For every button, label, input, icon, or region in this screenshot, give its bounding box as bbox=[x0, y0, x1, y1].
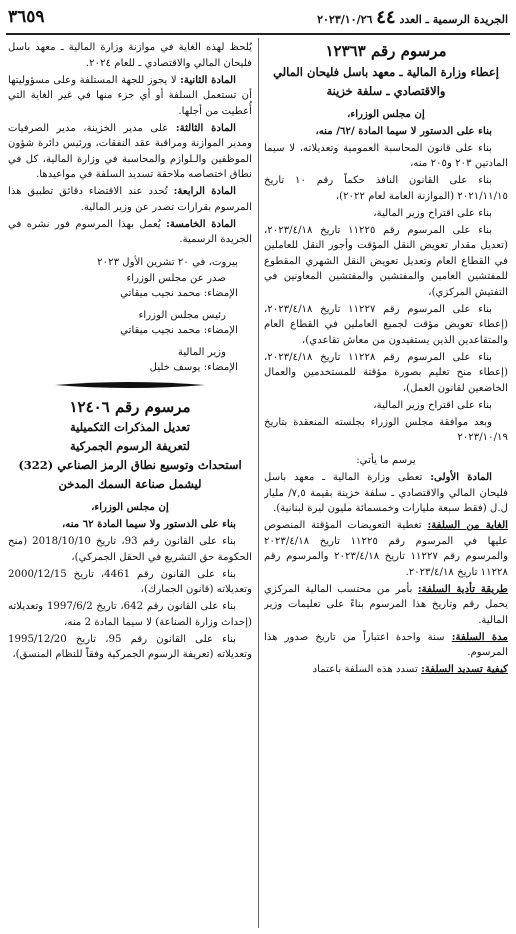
decree2-title-line1: تعديل المذكرات التكميلية bbox=[69, 420, 190, 435]
recital: بناء على القانون رقم 642، تاريخ 1997/6/2 وتعديلاته (إحداث وزارة الصناعة) لا سيما المادة 2 منه، bbox=[8, 601, 252, 628]
continuation-text: يُلحظ لهذه الغاية في موازنة وزارة المالية ـ معهد باسل فليحان المالي والاقتصادي ـ للعام ٢٠٢٤. bbox=[8, 42, 252, 69]
recital: وبعد موافقة مجلس الوزراء بجلسته المنعقدة بتاريخ ٢٠٢٣/١٠/١٩ bbox=[264, 416, 508, 444]
signature-2: الإمضاء: محمد نجيب ميقاتي bbox=[120, 325, 238, 336]
place-date: بيروت، في ٢٠ تشرين الأول ٢٠٢٣ bbox=[97, 257, 238, 268]
left-column bbox=[8, 40, 252, 930]
signature-3: الإمضاء: يوسف خليل bbox=[149, 362, 238, 373]
section-separator-ornament bbox=[8, 380, 252, 390]
decree2-title-line3: استحداث وتوسيع نطاق الرمز الصناعي (322) bbox=[18, 458, 242, 473]
page-header bbox=[8, 4, 508, 32]
article-4: المادة الرابعة: تُحدد عند الاقتضاء دقائق تطبيق هذا المرسوم بقرارات تصدر عن وزير المالية. bbox=[8, 185, 252, 213]
recital: بناء على القانون رقم 4461، تاريخ 2000/12/15 وتعديلاته (قانون الجمارك)، bbox=[8, 568, 252, 596]
payment-clause: طريقة تأدية السلفة: بأمر من محتسب المالية المركزي يحمل رقم وتاريخ هذا المرسوم بناءً على تعليمات وزير المالية. bbox=[264, 582, 508, 626]
recital: بناء على المرسوم رقم ١١٢٢٧ تاريخ ٢٠٢٣/٤/١٨، (إعطاء تعويض مؤقت لجميع العاملين في القطاع العام والمتقاعدين الذين يستفيدون من معاش تقاعدي)، bbox=[264, 303, 508, 346]
decree2-basis: بناء على الدستور ولا سيما المادة ٦٢ منه، bbox=[61, 518, 236, 531]
decree2-issuer: إن مجلس الوزراء، bbox=[91, 501, 169, 514]
signature-1: الإمضاء: محمد نجيب ميقاتي bbox=[120, 288, 238, 299]
recital: بناء على اقتراح وزير المالية، bbox=[373, 207, 492, 219]
article-1: المادة الأولى: تعطى وزارة المالية ـ معهد باسل فليحان المالي والاقتصادي ـ سلفة خزينة بقيمة ٧,٥/ مليار ل.ل (فقط سبعة مليارات وخمسمائة مليون ليرة لبنانية). bbox=[264, 471, 508, 515]
decree-title-line2: والاقتصادي ـ سلفة خزينة bbox=[326, 83, 446, 98]
decrees-line: يرسم ما يأتي: bbox=[356, 455, 416, 467]
issuer-line: إن مجلس الوزراء، bbox=[347, 107, 425, 120]
recital: بناء على المرسوم رقم ١١٢٢٨ تاريخ ٢٠٢٣/٤/١٨، (إعطاء منح تعليم بصورة مؤقتة للمستخدمين والعمال الخاضعين لقانون العمل)، bbox=[264, 351, 508, 394]
pm-title: رئيس مجلس الوزراء bbox=[138, 309, 226, 321]
goal-clause: الغاية من السلفة: تغطية التعويضات المؤقتة المنصوص عليها في المرسوم رقم ١١٢٢٥ تاريخ ٢٠٢٣/٤/١٨ والمرسوم رقم ١١٢٢٧ تاريخ ٢٠٢٣/٤/١٨ والمرسوم رقم ١١٢٢٨ تاريخ ٢٠٢٣/٤/١٨. bbox=[264, 519, 508, 578]
recital: بناء على المرسوم رقم ١١٢٢٥ تاريخ ٢٠٢٣/٤/١٨، (تعديل مقدار تعويض النقل المؤقت وأجور النقل للعاملين في القطاع العام وتعديل تعويض النقل الشهري المقطوع للمفتشين العامين والمفتشين والمفتشين المعاونين في التفتيش المركزي)، bbox=[264, 224, 508, 298]
article-2: المادة الثانية: لا يجوز للجهة المستلفة وعلى مسؤوليتها أن تستعمل السلفة أو أي جزء منها في غير الغاية التي أُعطيت من أجلها. bbox=[8, 73, 252, 117]
right-column bbox=[264, 40, 508, 930]
header-rule bbox=[6, 33, 510, 35]
article-5: المادة الخامسة: يُعمل بهذا المرسوم فور نشره في الجريدة الرسمية. bbox=[8, 217, 252, 245]
decree2-title-line2: لتعريفة الرسوم الجمركية bbox=[69, 439, 191, 454]
basis-line: بناء على الدستور لا سيما المادة /٦٢/ منه، bbox=[315, 124, 492, 137]
running-title bbox=[317, 4, 508, 31]
fm-title: وزير المالية bbox=[177, 346, 226, 358]
repayment-clause: كيفية تسديد السلفة: تسدد هذه السلفة باعتماد bbox=[312, 663, 508, 676]
duration-clause: مدة السلفة: سنة واحدة اعتباراً من تاريخ صدور هذا المرسوم. bbox=[264, 630, 508, 659]
decree-title-line1: إعطاء وزارة المالية ـ معهد باسل فليحان المالي bbox=[273, 64, 499, 79]
column-divider bbox=[258, 38, 259, 928]
journal-name: الجريدة الرسمية ـ العدد bbox=[399, 13, 508, 27]
issue-number: ٤٤ bbox=[376, 7, 396, 29]
recital: بناء على قانون المحاسبة العمومية وتعديلاته، لا سيما المادتين ٢٠٣ و٢٠٥ منه، bbox=[264, 142, 508, 170]
page-number: ٣٦٥٩ bbox=[8, 7, 45, 28]
recital: بناء على القانون رقم 95، تاريخ 1995/12/20 وتعديلاته (تعريفة الرسوم الجمركية وفقاً للنظام المنسق)، bbox=[8, 633, 252, 661]
decree-number-title: مرسوم رقم ١٢٣٦٣ bbox=[325, 42, 447, 60]
issue-date: ٢٠٢٣/١٠/٢٦ bbox=[317, 13, 373, 27]
recital: بناء على القانون رقم 93، تاريخ 2018/10/10 (منح الحكومة حق التشريع في الحقل الجمركي)، bbox=[8, 536, 252, 563]
article-3: المادة الثالثة: على مدير الخزينة، مدير الصرفيات ومدير الموازنة ومراقبة عقد النفقات، ورئيس دائرة شؤون الموظفين والـلوازم والمحاسبة في وزارة المالية، كل في نطاق اختصاصه ملاحقة تسديد السلفة في مواعيدها. bbox=[8, 121, 252, 180]
decree2-number-title: مرسوم رقم ١٢٤٠٦ bbox=[69, 397, 191, 416]
recital: بناء على اقتراح وزير المالية، bbox=[373, 399, 492, 411]
decree2-title-line4: ليشمل صناعة السمك المدخن bbox=[58, 477, 202, 492]
recital: بناء على القانون النافذ حكماً رقم ١٠ تاريخ ٢٠٢١/١١/١٥ (الموازنة العامة لعام ٢٠٢٢)، bbox=[264, 175, 508, 202]
issued-by: صدر عن مجلس الوزراء bbox=[126, 272, 226, 284]
